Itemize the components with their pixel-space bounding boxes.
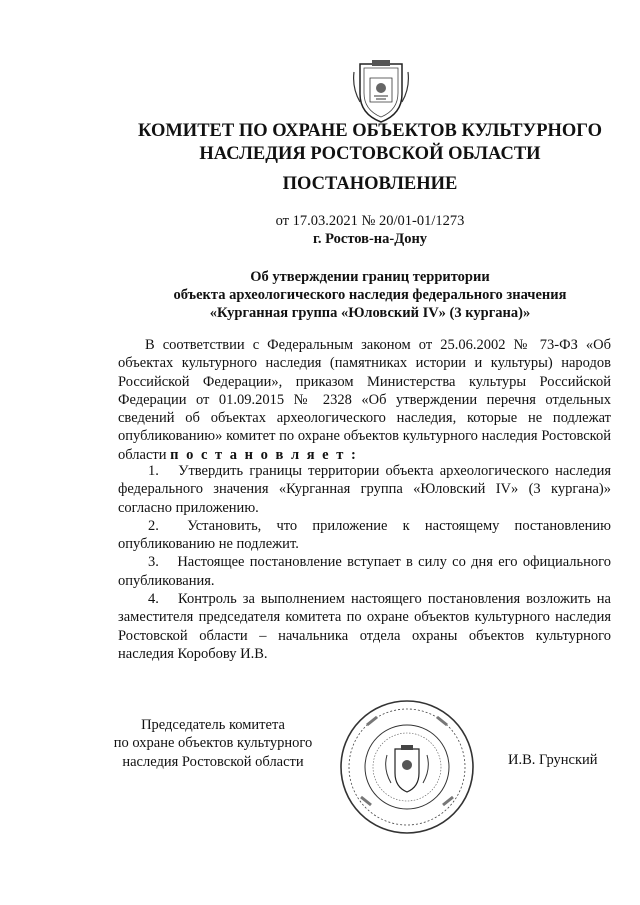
position-line-1: Председатель комитета (141, 717, 285, 733)
item-number: 2. (148, 517, 159, 534)
item-text: Настоящее постановление вступает в силу со дня его официального опубликования. (118, 554, 611, 589)
decree-item-3 (118, 553, 611, 590)
organization-name (100, 120, 640, 166)
signatory-name: И.В. Грунский (508, 752, 598, 768)
item-text: Контроль за выполнением настоящего постановления возложить на заместителя председателя комитета по охране объектов культурного наследия Ростовской области – начальника отдела охраны объектов культурного наследия Коробову И.В. (118, 591, 611, 662)
subject-line-3: «Курганная группа «Юловский IV» (3 кургана)» (209, 305, 531, 321)
preamble-text: В соответствии с Федеральным законом от 25.06.2002 № 73-ФЗ «Об объектах культурного наследия (памятниках истории и культуры) народов Российской Федерации», приказом Министерства культуры Российской Федерации от 01.09.2015 № 2328 «Об утверждении перечня отдельных сведений об объектах археологического наследия, которые не подлежат опубликованию» комитет по охране объектов культурного наследия Ростовской области (118, 337, 611, 463)
decree-word: п о с т а н о в л я е т : (170, 446, 358, 463)
subject-line-2: объекта археологического наследия федерального значения (173, 287, 567, 303)
org-line-1: КОМИТЕТ ПО ОХРАНЕ ОБЪЕКТОВ КУЛЬТУРНОГО (138, 121, 602, 141)
decree-items (118, 462, 611, 663)
decree-item-1 (118, 462, 611, 517)
org-line-2: НАСЛЕДИЯ РОСТОВСКОЙ ОБЛАСТИ (199, 144, 541, 164)
signatory-position (108, 716, 318, 771)
preamble-paragraph (118, 336, 611, 464)
item-number: 1. (148, 463, 159, 479)
position-line-2: по охране объектов культурного (113, 735, 313, 752)
position-line-3: наследия Ростовской области (122, 753, 304, 770)
subject-line-1: Об утверждении границ территории (250, 269, 490, 285)
date-number: от 17.03.2021 № 20/01-01/1273 (275, 213, 465, 229)
coat-of-arms-emblem (350, 58, 412, 124)
document-type: ПОСТАНОВЛЕНИЕ (282, 174, 458, 194)
item-text: Утвердить границы территории объекта археологического наследия федерального значения «Курганная группа «Юловский IV» (3 кургана)» согласно приложению. (118, 463, 611, 516)
item-number: 4. (148, 591, 159, 608)
subject-title (100, 268, 640, 322)
decree-item-4 (118, 590, 611, 663)
item-number: 3. (148, 554, 159, 571)
decree-item-2 (118, 517, 611, 554)
official-round-seal (337, 697, 477, 837)
city: г. Ростов-на-Дону (312, 231, 428, 247)
item-text: Установить, что приложение к настоящему постановлению опубликованию не подлежит. (118, 517, 612, 553)
